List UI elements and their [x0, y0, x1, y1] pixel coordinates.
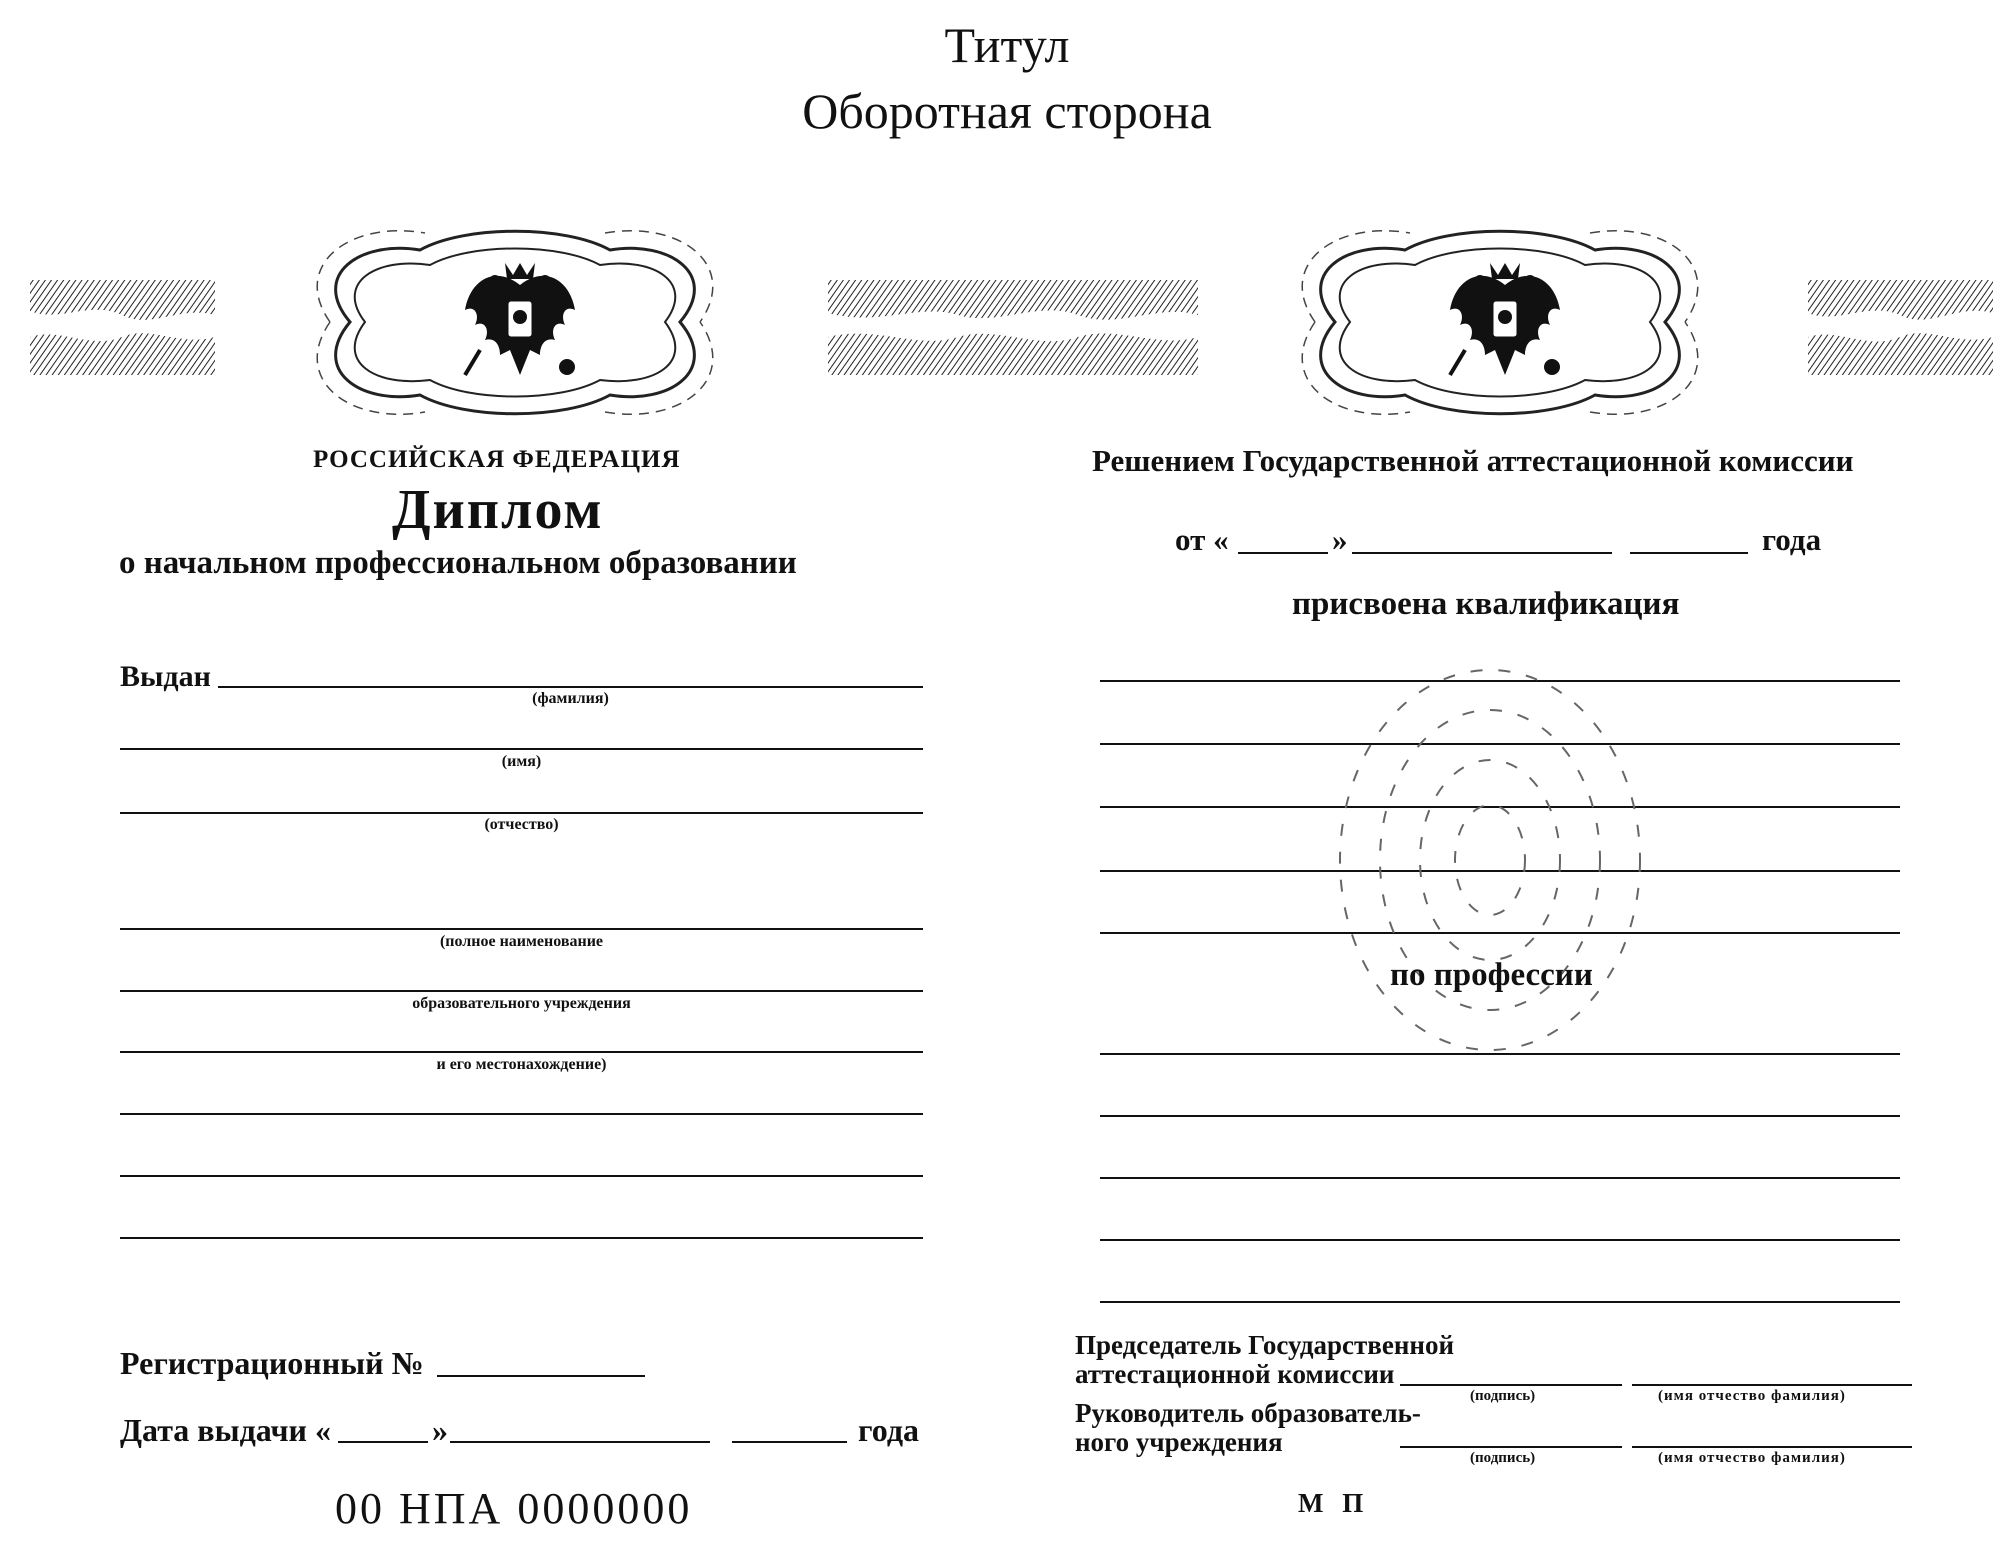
- page-title: Титул: [944, 17, 1070, 73]
- profession-line-4[interactable]: [1100, 1239, 1900, 1241]
- profession-label: по профессии: [1390, 957, 1593, 993]
- decision-date-quote: »: [1332, 522, 1348, 557]
- ornament-band-right-outer: [1808, 275, 1993, 380]
- institution-line-4[interactable]: [120, 1113, 923, 1115]
- issue-date-quote: »: [432, 1412, 448, 1448]
- profession-line-5[interactable]: [1100, 1301, 1900, 1303]
- profession-line-1[interactable]: [1100, 1053, 1900, 1055]
- chairman-label-line-2: аттестационной комиссии: [1075, 1359, 1395, 1389]
- name-caption: (имя): [501, 753, 542, 770]
- issue-date-label: Дата выдачи «: [120, 1412, 331, 1448]
- patronymic-caption: (отчество): [484, 816, 559, 833]
- seal-place-label: М П: [1298, 1488, 1370, 1518]
- country-name: РОССИЙСКАЯ ФЕДЕРАЦИЯ: [313, 446, 681, 473]
- head-label-line-1: Руководитель образователь-: [1075, 1398, 1421, 1428]
- institution-caption-2: образовательного учреждения: [412, 995, 631, 1012]
- surname-line[interactable]: [218, 686, 923, 688]
- ornament-band-left-outer: [30, 275, 215, 380]
- institution-caption-3: и его местонахождение): [436, 1056, 607, 1073]
- surname-caption: (фамилия): [532, 690, 609, 707]
- decision-text: Решением Государственной аттестационной комиссии: [1092, 443, 1854, 478]
- document-subtitle: о начальном профессиональном образовании: [119, 545, 797, 581]
- decision-date-label: от «: [1175, 522, 1229, 557]
- coat-of-arms-icon: [455, 255, 585, 385]
- chairman-name-line[interactable]: [1632, 1384, 1912, 1386]
- qualification-label: присвоена квалификация: [1292, 586, 1680, 622]
- issue-month-line[interactable]: [450, 1441, 710, 1443]
- chairman-signature-line[interactable]: [1400, 1384, 1622, 1386]
- institution-line-5[interactable]: [120, 1175, 923, 1177]
- patronymic-line[interactable]: [120, 812, 923, 814]
- decision-year-label: года: [1762, 522, 1822, 557]
- registration-number-line[interactable]: [437, 1375, 645, 1377]
- serial-number: 00 НПА 0000000: [335, 1484, 693, 1533]
- institution-caption-1: (полное наименование: [439, 933, 604, 950]
- profession-line-3[interactable]: [1100, 1177, 1900, 1179]
- chairman-label-line-1: Председатель Государственной: [1075, 1330, 1455, 1360]
- page-subtitle: Оборотная сторона: [802, 83, 1212, 139]
- issue-year-line[interactable]: [732, 1441, 847, 1443]
- head-signature-caption: (подпись): [1470, 1450, 1536, 1466]
- institution-line-6[interactable]: [120, 1237, 923, 1239]
- document-title: Диплом: [392, 479, 604, 541]
- head-name-caption: (имя отчество фамилия): [1658, 1450, 1846, 1466]
- decision-day-line[interactable]: [1238, 552, 1328, 554]
- head-label-line-2: ного учреждения: [1075, 1427, 1283, 1457]
- institution-line-1[interactable]: [120, 928, 923, 930]
- institution-line-3[interactable]: [120, 1051, 923, 1053]
- institution-line-2[interactable]: [120, 990, 923, 992]
- chairman-signature-caption: (подпись): [1470, 1388, 1536, 1404]
- decision-year-line[interactable]: [1630, 552, 1748, 554]
- issue-day-line[interactable]: [338, 1441, 428, 1443]
- profession-line-2[interactable]: [1100, 1115, 1900, 1117]
- name-line[interactable]: [120, 748, 923, 750]
- rosette-watermark-icon: [1300, 640, 1680, 1080]
- registration-number-label: Регистрационный №: [120, 1345, 424, 1381]
- decision-month-line[interactable]: [1352, 552, 1612, 554]
- ornament-band-center: [828, 275, 1198, 380]
- head-name-line[interactable]: [1632, 1446, 1912, 1448]
- issued-label: Выдан: [120, 660, 211, 693]
- head-signature-line[interactable]: [1400, 1446, 1622, 1448]
- issue-year-label: года: [858, 1412, 919, 1448]
- coat-of-arms-icon: [1440, 255, 1570, 385]
- chairman-name-caption: (имя отчество фамилия): [1658, 1388, 1846, 1404]
